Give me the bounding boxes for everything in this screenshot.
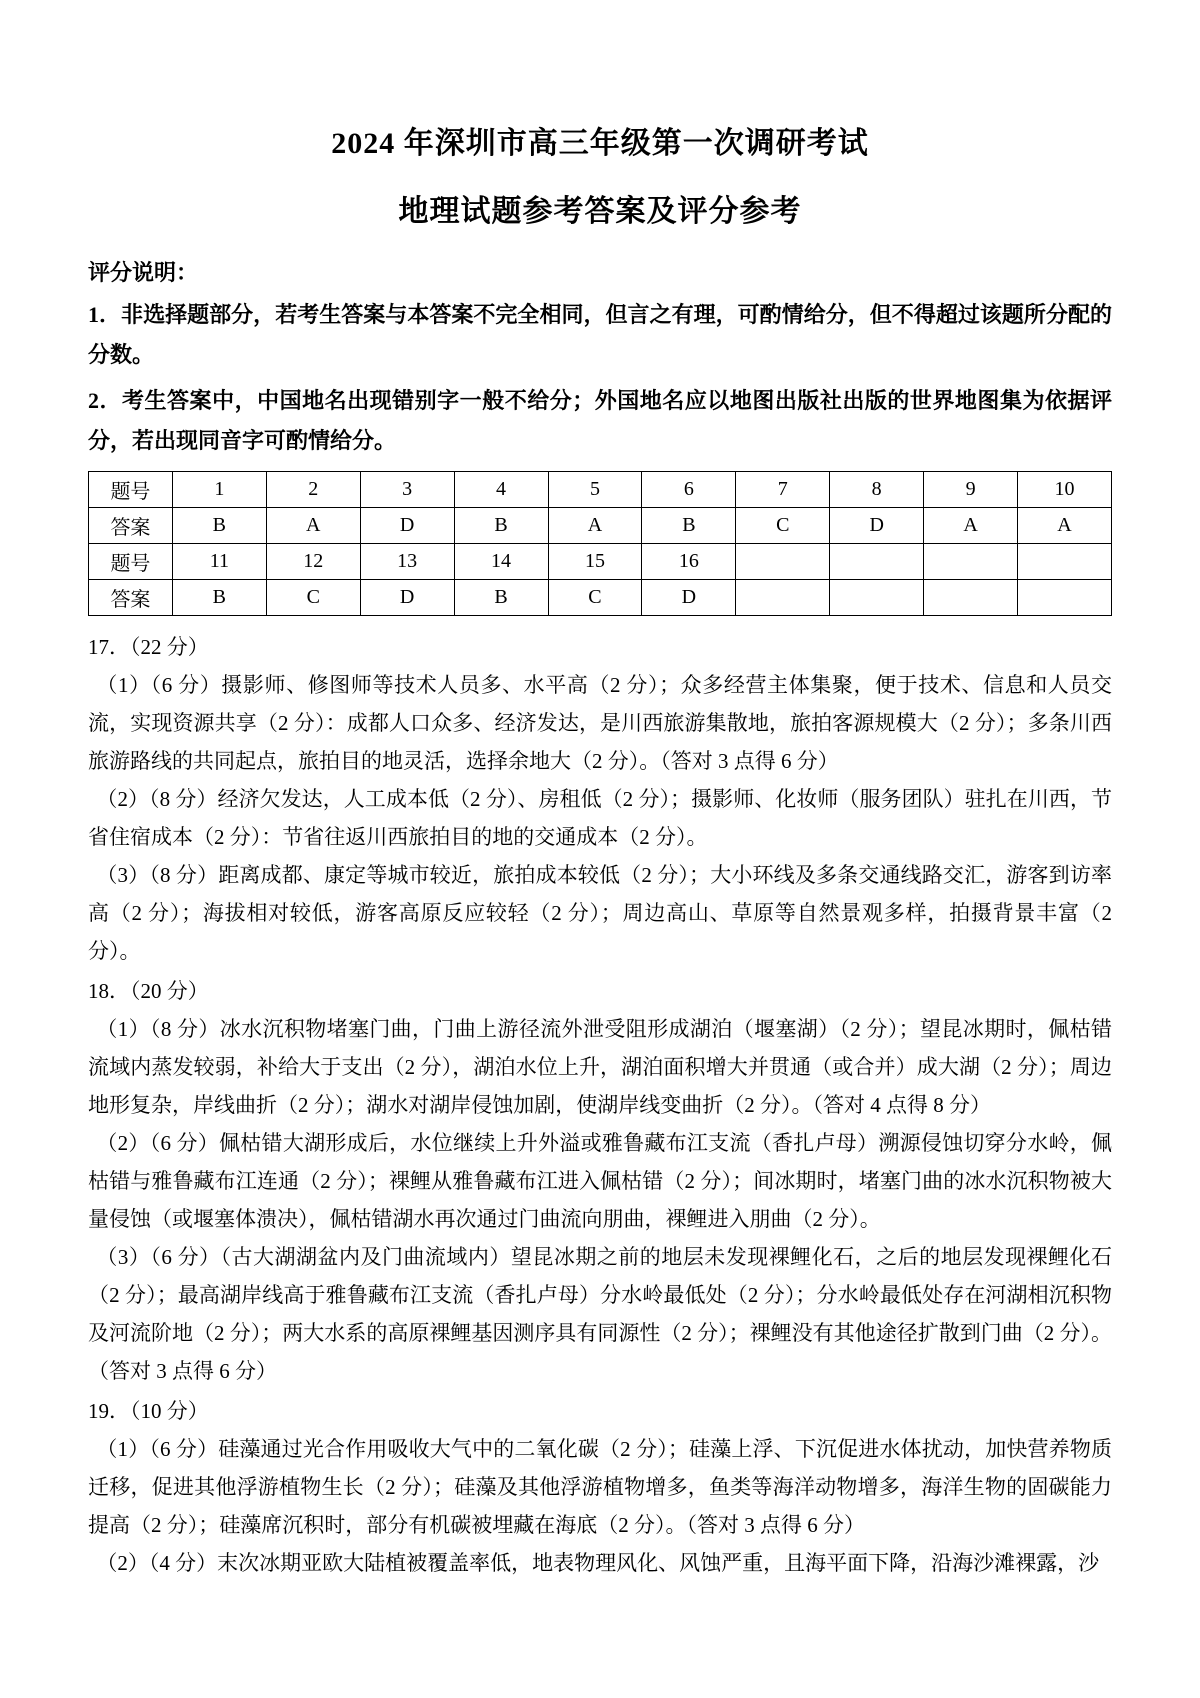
answer-cell: A xyxy=(548,508,642,544)
question-part: （1）（6 分）摄影师、修图师等技术人员多、水平高（2 分）；众多经营主体集聚，便于技术、信息和人员交流，实现资源共享（2 分）：成都人口众多、经济发达，是川西旅游集散地，旅拍客源规模大（2 分）；多条川西旅游路线的共同起点，旅拍目的地灵活，选择余地大（2 分）。（答对 3 点得 6 分） xyxy=(88,673,1112,773)
question-part: （2）（6 分）佩枯错大湖形成后，水位继续上升外溢或雅鲁藏布江支流（香扎卢母）溯源侵蚀切穿分水岭，佩枯错与雅鲁藏布江连通（2 分）；裸鲤从雅鲁藏布江进入佩枯错（2 分）；间冰期时，堵塞门曲的冰水沉积物被大量侵蚀（或堰塞体溃决），佩枯错湖水再次通过门曲流向朋曲，裸鲤进入朋曲（2 分）。 xyxy=(88,1131,1112,1231)
answer-cell: 1 xyxy=(172,472,266,508)
scoring-note-1: 1．非选择题部分，若考生答案与本答案不完全相同，但言之有理，可酌情给分，但不得超过该题所分配的分数。 xyxy=(88,302,1112,367)
scoring-notes-heading: 评分说明： xyxy=(88,260,199,285)
answer-table-body xyxy=(89,472,1112,616)
answer-cell: C xyxy=(266,580,360,616)
answer-cell: 10 xyxy=(1018,472,1112,508)
answer-cell: 6 xyxy=(642,472,736,508)
answer-cell: B xyxy=(642,508,736,544)
answer-cell: 14 xyxy=(454,544,548,580)
answer-cell xyxy=(736,544,830,580)
question-part: （3）（6 分）（古大湖湖盆内及门曲流域内）望昆冰期之前的地层未发现裸鲤化石，之后的地层发现裸鲤化石（2 分）；最高湖岸线高于雅鲁藏布江支流（香扎卢母）分水岭最低处（2 分）；分水岭最低处存在河湖相沉积物及河流阶地（2 分）；两大水系的高原裸鲤基因测序具有同源性（2 分）；裸鲤没有其他途径扩散到门曲（2 分）。（答对 3 点得 6 分） xyxy=(88,1245,1112,1383)
answer-cell: D xyxy=(642,580,736,616)
answer-cell: B xyxy=(454,508,548,544)
answer-cell: A xyxy=(266,508,360,544)
row-label-cell: 答案 xyxy=(89,508,173,544)
doc-title: 2024 年深圳市高三年级第一次调研考试 xyxy=(331,127,869,160)
question-part: （3）（8 分）距离成都、康定等城市较近，旅拍成本较低（2 分）；大小环线及多条交通线路交汇，游客到访率高（2 分）；海拔相对较低，游客高原反应较轻（2 分）；周边高山、草原等自然景观多样，拍摄背景丰富（2 分）。 xyxy=(88,863,1112,963)
answer-cell: 15 xyxy=(548,544,642,580)
answer-cell xyxy=(830,580,924,616)
answer-cell: A xyxy=(924,508,1018,544)
answer-cell: C xyxy=(736,508,830,544)
answer-cell: B xyxy=(172,580,266,616)
answer-table-row xyxy=(89,580,1112,616)
answer-cell: 9 xyxy=(924,472,1018,508)
answer-cell xyxy=(1018,544,1112,580)
answer-cell: 12 xyxy=(266,544,360,580)
answer-cell xyxy=(924,544,1018,580)
answer-cell: 11 xyxy=(172,544,266,580)
answer-cell: 2 xyxy=(266,472,360,508)
answer-cell: 16 xyxy=(642,544,736,580)
answer-cell xyxy=(924,580,1018,616)
answer-cell: D xyxy=(360,508,454,544)
answer-table-row xyxy=(89,508,1112,544)
question-heading: 18．（20 分） xyxy=(88,979,209,1003)
questions xyxy=(88,628,1112,1582)
answer-cell xyxy=(830,544,924,580)
answer-table-row xyxy=(89,472,1112,508)
answer-cell: 5 xyxy=(548,472,642,508)
question-part: （2）（8 分）经济欠发达，人工成本低（2 分）、房租低（2 分）；摄影师、化妆师（服务团队）驻扎在川西，节省住宿成本（2 分）：节省往返川西旅拍目的地的交通成本（2 分）。 xyxy=(88,787,1112,849)
row-label-cell: 题号 xyxy=(89,544,173,580)
question-part: （1）（6 分）硅藻通过光合作用吸收大气中的二氧化碳（2 分）；硅藻上浮、下沉促进水体扰动，加快营养物质迁移，促进其他浮游植物生长（2 分）；硅藻及其他浮游植物增多，鱼类等海洋动物增多，海洋生物的固碳能力提高（2 分）；硅藻席沉积时，部分有机碳被埋藏在海底（2 分）。（答对 3 点得 6 分） xyxy=(88,1437,1112,1537)
answer-table xyxy=(88,471,1112,616)
answer-cell: 13 xyxy=(360,544,454,580)
answer-cell: D xyxy=(830,508,924,544)
row-label-cell: 答案 xyxy=(89,580,173,616)
question-heading: 17．（22 分） xyxy=(88,635,209,659)
answer-cell: B xyxy=(454,580,548,616)
answer-cell xyxy=(1018,580,1112,616)
answer-cell: 7 xyxy=(736,472,830,508)
answer-cell xyxy=(736,580,830,616)
answer-cell: C xyxy=(548,580,642,616)
scoring-note-2: 2．考生答案中，中国地名出现错别字一般不给分；外国地名应以地图出版社出版的世界地图集为依据评分，若出现同音字可酌情给分。 xyxy=(88,388,1112,453)
answer-cell: 8 xyxy=(830,472,924,508)
answer-cell: B xyxy=(172,508,266,544)
answer-cell: D xyxy=(360,580,454,616)
question-part: （2）（4 分）末次冰期亚欧大陆植被覆盖率低，地表物理风化、风蚀严重，且海平面下降，沿海沙滩裸露，沙 xyxy=(96,1551,1100,1575)
question-heading: 19．（10 分） xyxy=(88,1399,209,1423)
answer-cell: 4 xyxy=(454,472,548,508)
answer-table-row xyxy=(89,544,1112,580)
doc-subtitle: 地理试题参考答案及评分参考 xyxy=(398,195,802,228)
answer-cell: A xyxy=(1018,508,1112,544)
question-part: （1）（8 分）冰水沉积物堵塞门曲，门曲上游径流外泄受阻形成湖泊（堰塞湖）（2 分）；望昆冰期时，佩枯错流域内蒸发较弱，补给大于支出（2 分），湖泊水位上升，湖泊面积增大并贯通（或合并）成大湖（2 分）；周边地形复杂，岸线曲折（2 分）；湖水对湖岸侵蚀加剧，使湖岸线变曲折（2 分）。（答对 4 点得 8 分） xyxy=(88,1017,1112,1117)
row-label-cell: 题号 xyxy=(89,472,173,508)
answer-cell: 3 xyxy=(360,472,454,508)
